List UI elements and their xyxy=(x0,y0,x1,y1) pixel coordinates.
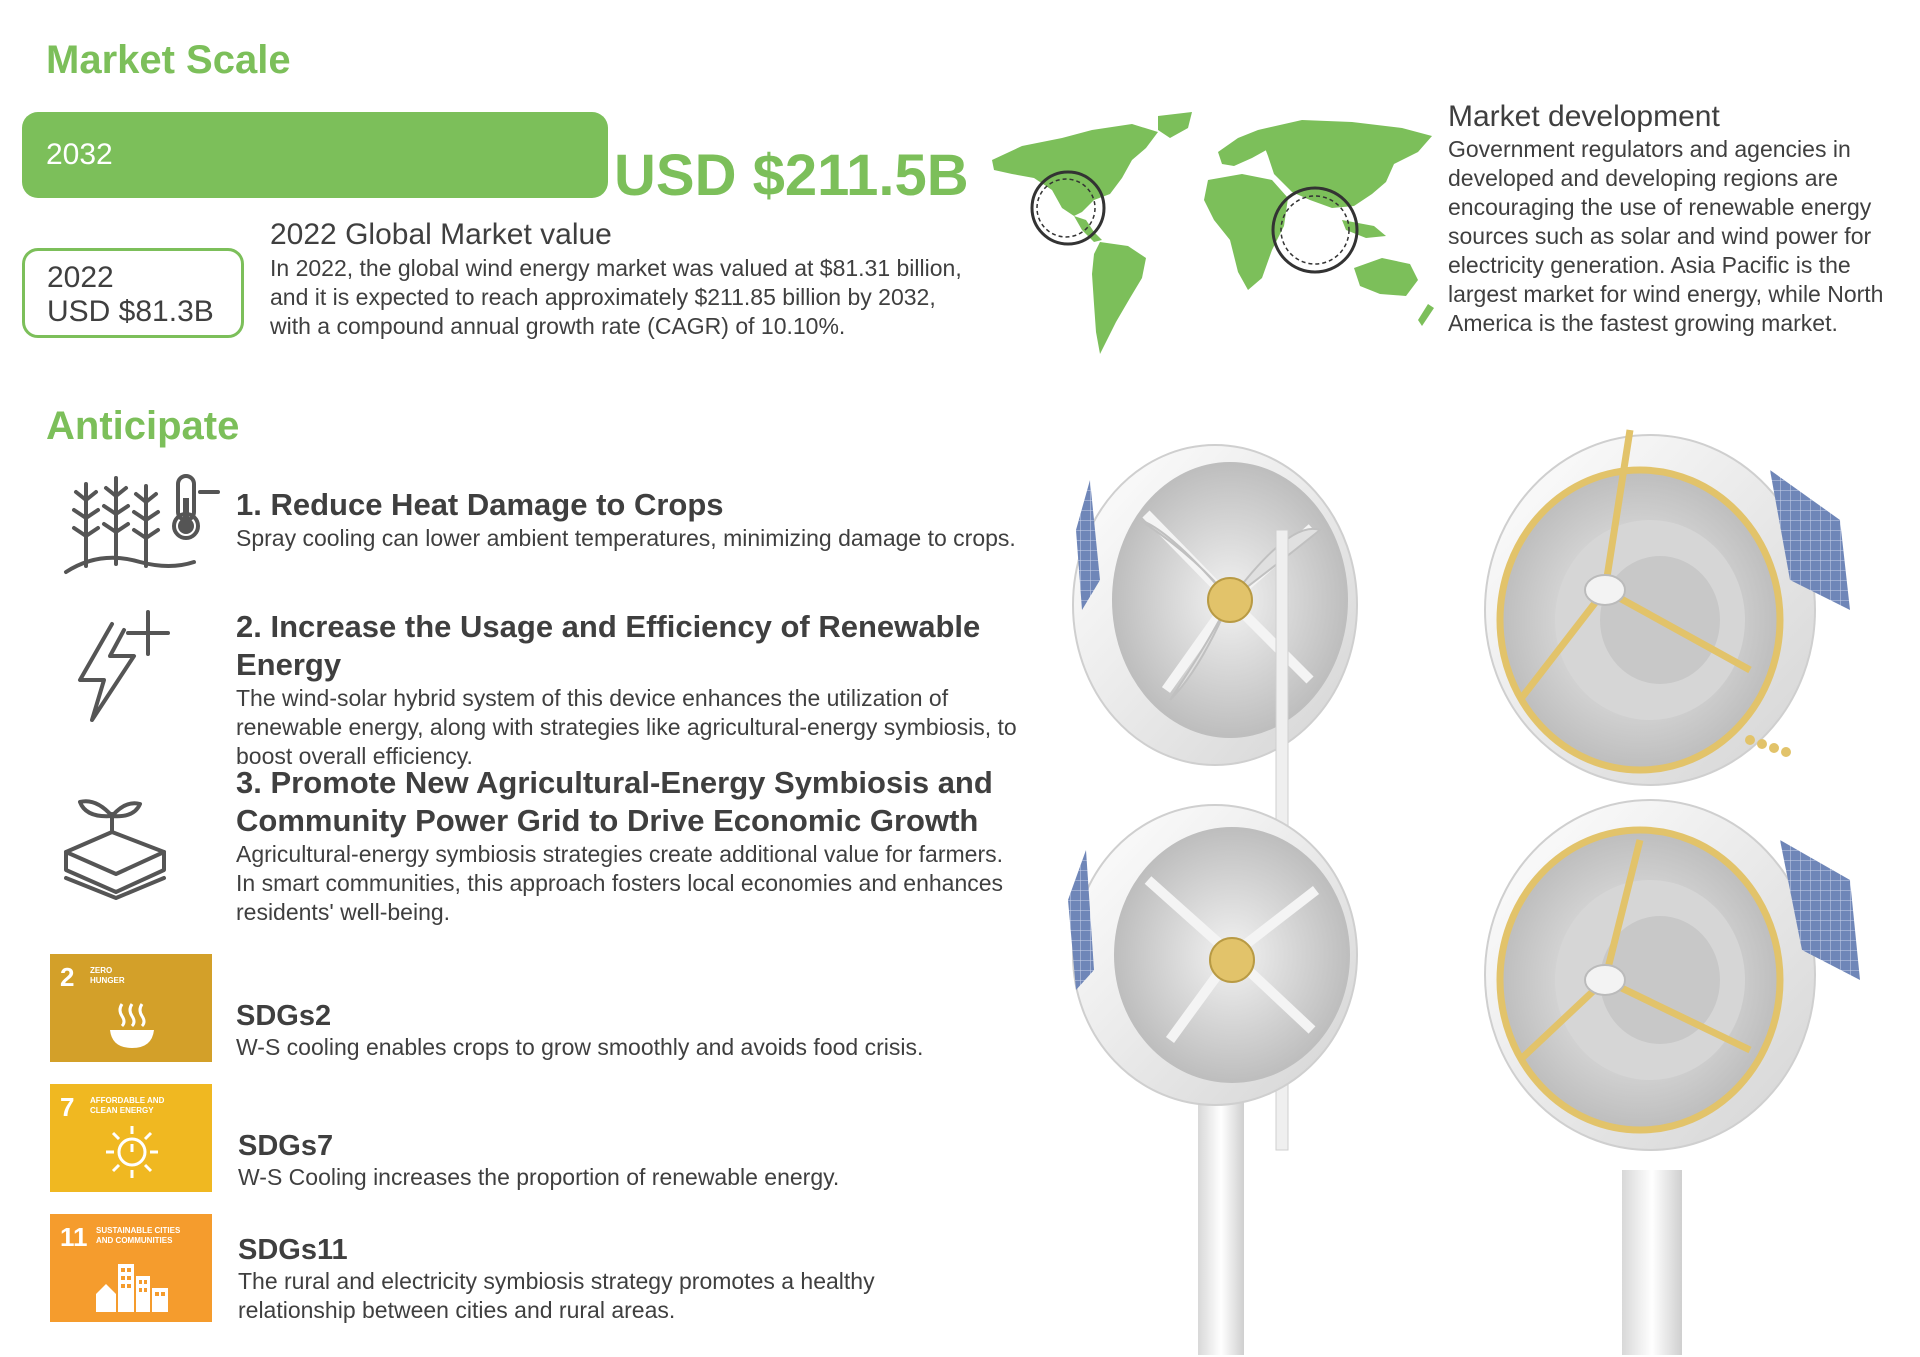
sdg-number: 7 xyxy=(60,1092,75,1122)
global-market-line: and it is expected to reach approximately $211.85 billion by 2032, xyxy=(270,284,936,310)
market-development-text xyxy=(1448,135,1908,338)
anticipate-item-1 xyxy=(236,486,1076,553)
anticipate-item-2 xyxy=(236,608,1086,771)
sdg-number: 11 xyxy=(60,1222,88,1252)
anticipate-item-title: 3. Promote New Agricultural-Energy Symbiosis and xyxy=(236,765,993,800)
market-development-title: Market development xyxy=(1448,100,1720,133)
market-development-line: developed and developing regions are xyxy=(1448,165,1839,191)
sdg-2-block xyxy=(236,1000,1056,1062)
crops-thermometer-icon xyxy=(60,470,224,576)
anticipate-item-text: In smart communities, this approach fosters local economies and enhances xyxy=(236,870,1004,896)
sdg-7-block xyxy=(238,1130,1058,1192)
market-development-line: electricity generation. Asia Pacific is the xyxy=(1448,252,1851,278)
sdg-title: SDGs11 xyxy=(238,1234,348,1266)
sdg-label-line: AFFORDABLE AND xyxy=(90,1096,165,1105)
sdg-label-line: AND COMMUNITIES xyxy=(96,1236,173,1245)
market-development-line: sources such as solar and wind power for xyxy=(1448,223,1872,249)
sdg-label-line: HUNGER xyxy=(90,976,125,985)
sdg-label xyxy=(90,1096,202,1116)
sprout-layers-icon xyxy=(60,792,170,902)
market-development-line: America is the fastest growing market. xyxy=(1448,310,1838,336)
market-2032-bar xyxy=(22,112,608,198)
sdg-label xyxy=(96,1226,208,1246)
world-map-icon xyxy=(982,108,1452,358)
market-2032-value: USD $211.5B xyxy=(614,143,969,208)
sdg-title: SDGs2 xyxy=(236,1000,332,1032)
sdg-text: The rural and electricity symbiosis strategy promotes a healthy xyxy=(238,1268,875,1294)
anticipate-item-text: The wind-solar hybrid system of this device enhances the utilization of xyxy=(236,685,949,711)
sdg-11-tile xyxy=(50,1214,212,1322)
sdg-2-tile xyxy=(50,954,212,1062)
market-development-line: encouraging the use of renewable energy xyxy=(1448,194,1872,220)
anticipate-item-text: boost overall efficiency. xyxy=(236,743,473,769)
sdg-label-line: CLEAN ENERGY xyxy=(90,1106,154,1115)
sdg-number: 2 xyxy=(60,962,75,992)
market-2032-year: 2032 xyxy=(46,138,113,171)
sdg-label-line: SUSTAINABLE CITIES xyxy=(96,1226,181,1235)
sdg-label xyxy=(90,966,202,986)
anticipate-item-text: Spray cooling can lower ambient temperatures, minimizing damage to crops. xyxy=(236,525,1016,551)
sdg-title: SDGs7 xyxy=(238,1130,334,1162)
food-bowl-icon xyxy=(106,998,158,1052)
anticipate-item-title: 2. Increase the Usage and Efficiency of Renewable Energy xyxy=(236,609,981,682)
global-market-text xyxy=(270,254,1010,341)
global-market-line: with a compound annual growth rate (CAGR) of 10.10%. xyxy=(270,313,846,339)
market-2022-value: USD $81.3B xyxy=(47,295,214,328)
sdg-text: relationship between cities and rural areas. xyxy=(238,1297,676,1323)
wind-solar-device-illustration xyxy=(1050,410,1920,1355)
sdg-text: W-S cooling enables crops to grow smoothly and avoids food crisis. xyxy=(236,1034,924,1060)
city-buildings-icon xyxy=(94,1254,170,1314)
sdg-text: W-S Cooling increases the proportion of renewable energy. xyxy=(238,1164,840,1190)
sun-power-icon xyxy=(104,1124,160,1180)
anticipate-item-3 xyxy=(236,764,1086,927)
market-2022-year: 2022 xyxy=(47,261,114,294)
market-scale-heading: Market Scale xyxy=(46,38,291,82)
anticipate-item-title: Community Power Grid to Drive Economic Growth xyxy=(236,803,979,838)
market-development-line: Government regulators and agencies in xyxy=(1448,136,1851,162)
anticipate-item-title: 1. Reduce Heat Damage to Crops xyxy=(236,487,724,522)
energy-plus-icon xyxy=(70,606,180,726)
anticipate-heading: Anticipate xyxy=(46,404,240,448)
anticipate-item-text: Agricultural-energy symbiosis strategies create additional value for farmers. xyxy=(236,841,1003,867)
sdg-label-line: ZERO xyxy=(90,966,113,975)
market-2022-box xyxy=(22,248,244,338)
global-market-title: 2022 Global Market value xyxy=(270,218,612,251)
anticipate-item-text: renewable energy, along with strategies like agricultural-energy symbiosis, to xyxy=(236,714,1017,740)
anticipate-item-text: residents' well-being. xyxy=(236,899,451,925)
global-market-line: In 2022, the global wind energy market was valued at $81.31 billion, xyxy=(270,255,962,281)
sdg-7-tile xyxy=(50,1084,212,1192)
sdg-11-block xyxy=(238,1234,1058,1325)
market-development-line: largest market for wind energy, while North xyxy=(1448,281,1884,307)
